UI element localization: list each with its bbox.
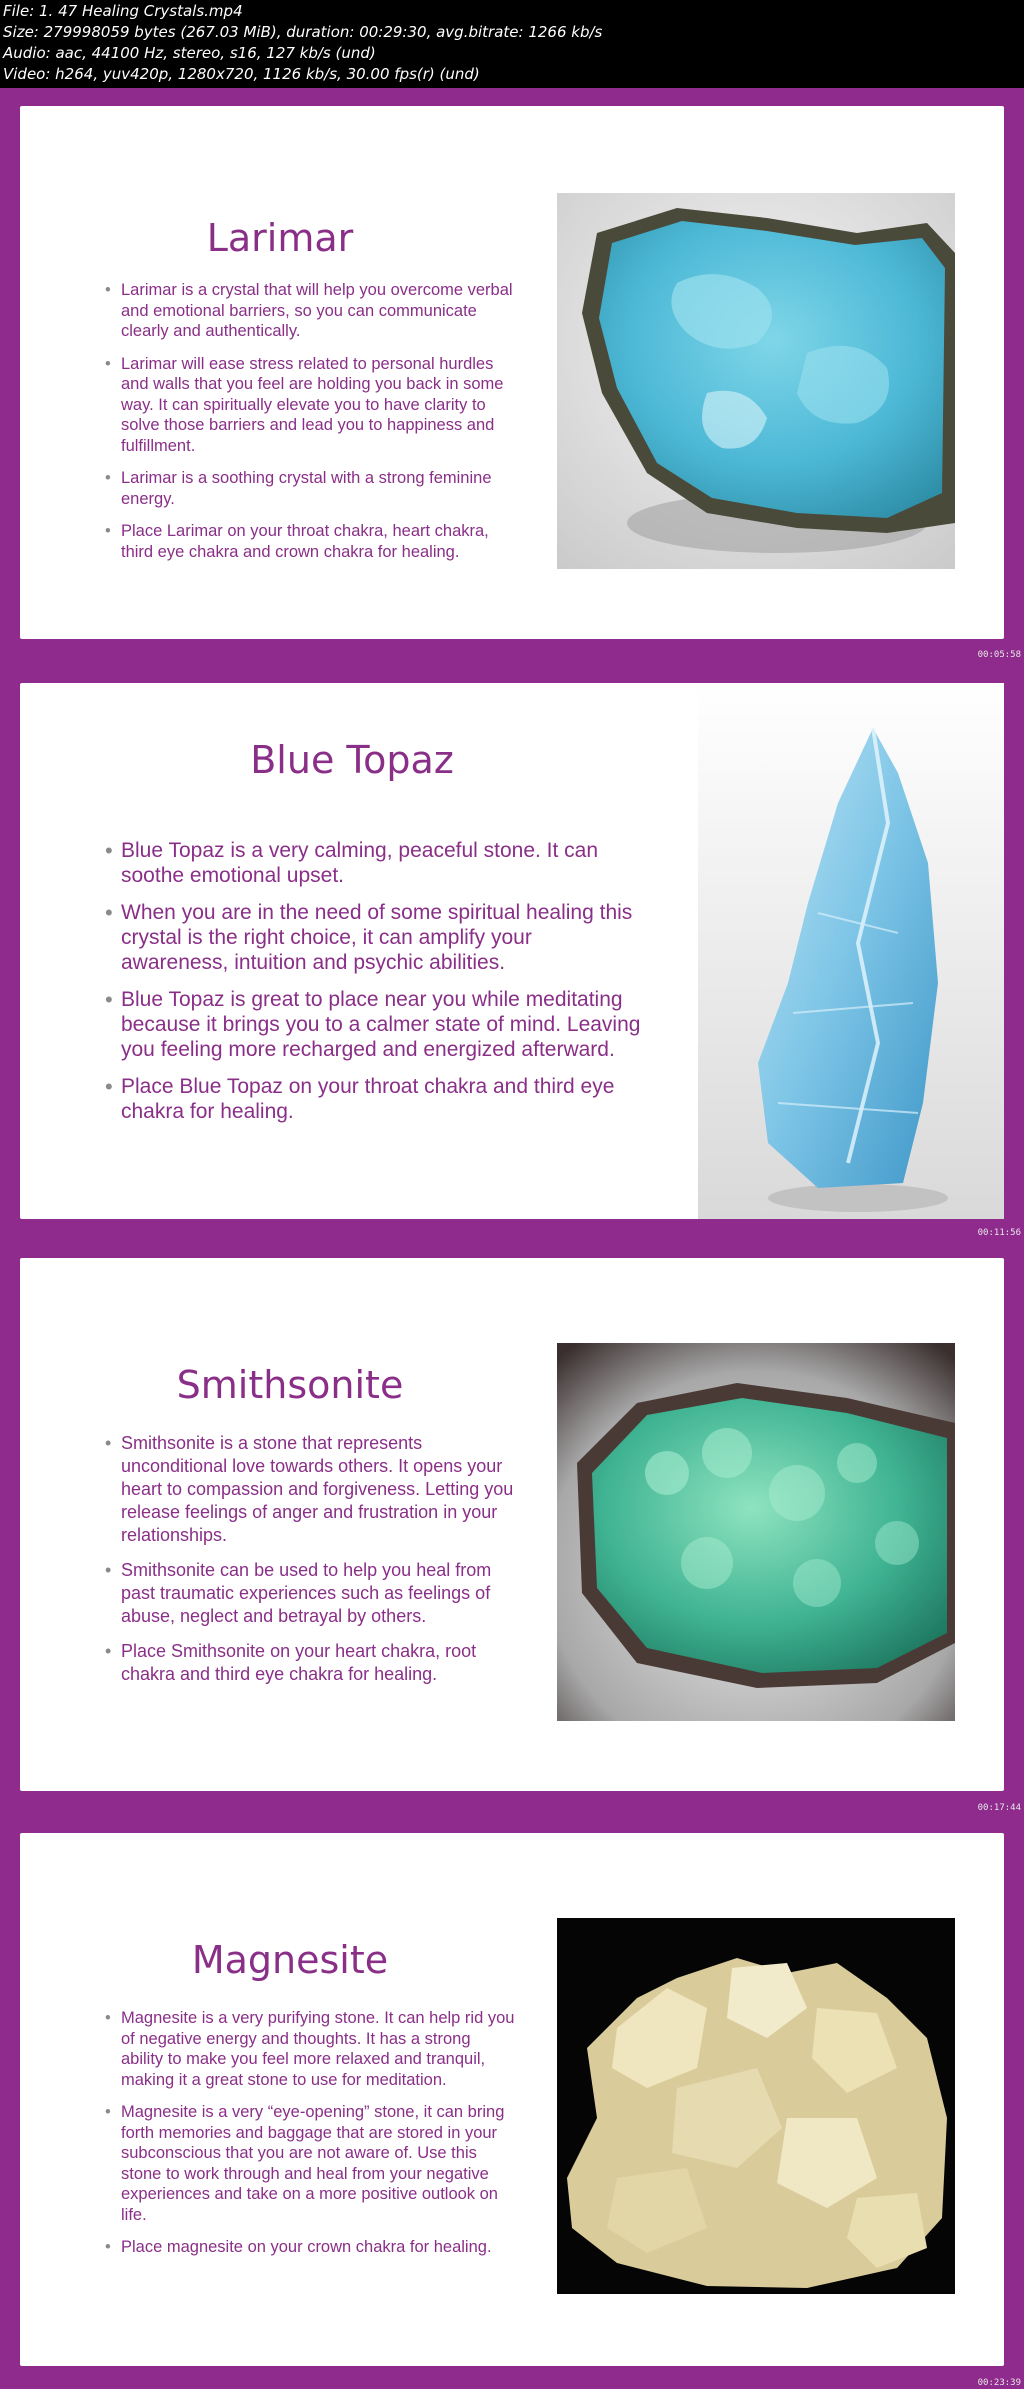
- bullet-item: • Place magnesite on your crown chakra for healing.: [105, 2237, 515, 2258]
- bullet-list: [105, 1432, 525, 1698]
- slide-smithsonite: [20, 1258, 1004, 1791]
- bullet-item: • Larimar is a soothing crystal with a strong feminine energy.: [105, 468, 523, 509]
- frame-magnesite: [0, 1813, 1024, 2389]
- bullet-item: • Smithsonite can be used to help you heal from past traumatic experiences such as feelings of abuse, neglect and betrayal by others.: [105, 1559, 525, 1628]
- video-info-header: [0, 0, 1024, 88]
- bullet-item: • Magnesite is a very purifying stone. It can help rid you of negative energy and thoughts. It has a strong ability to make you feel more relaxed and tranquil, making it a great stone to use for meditation.: [105, 2008, 515, 2090]
- bullet-item: • Place Blue Topaz on your throat chakra and third eye chakra for healing.: [105, 1074, 643, 1124]
- timestamp: 00:05:58: [977, 650, 1021, 660]
- bullet-item: • Magnesite is a very “eye-opening” stone, it can bring forth memories and baggage that are stored in your subconscious that you are not aware of. Use this stone to work through and heal from your negative experiences and take on a more positive outlook on life.: [105, 2102, 515, 2225]
- blue-topaz-photo: [698, 683, 1004, 1219]
- frame-smithsonite: [0, 1238, 1024, 1813]
- slide-title: Blue Topaz: [250, 738, 454, 782]
- bullet-item: • Smithsonite is a stone that represents unconditional love towards others. It opens your heart to compassion and forgiveness. Letting you release feelings of anger and frustration in your relationships.: [105, 1432, 525, 1547]
- magnesite-photo: [557, 1918, 955, 2294]
- video-line: Video: h264, yuv420p, 1280x720, 1126 kb/s, 30.00 fps(r) (und): [3, 65, 480, 83]
- bullet-item: • When you are in the need of some spiritual healing this crystal is the right choice, it can amplify your awareness, intuition and psychic abilities.: [105, 900, 643, 975]
- slide-blue-topaz: [20, 683, 1004, 1219]
- larimar-photo: [557, 193, 955, 569]
- slide-title: Magnesite: [191, 1938, 389, 1982]
- bullet-list: [105, 280, 523, 574]
- frame-blue-topaz: [0, 663, 1024, 1238]
- bullet-item: • Blue Topaz is a very calming, peaceful stone. It can soothe emotional upset.: [105, 838, 643, 888]
- bullet-item: • Blue Topaz is great to place near you while meditating because it brings you to a calmer state of mind. Leaving you feeling more recharged and energized afterward.: [105, 987, 643, 1062]
- timestamp: 00:23:39: [977, 2378, 1021, 2388]
- slide-title: Larimar: [206, 216, 354, 260]
- timestamp: 00:17:44: [977, 1803, 1021, 1813]
- file-line: File: 1. 47 Healing Crystals.mp4: [3, 2, 243, 20]
- size-line: Size: 279998059 bytes (267.03 MiB), duration: 00:29:30, avg.bitrate: 1266 kb/s: [3, 23, 603, 41]
- bullet-item: • Larimar will ease stress related to personal hurdles and walls that you feel are holding you back in some way. It can spiritually elevate you to have clarity to solve those barriers and lead you to happiness and fulfillment.: [105, 354, 523, 457]
- slide-title: Smithsonite: [176, 1363, 404, 1407]
- bullet-item: • Larimar is a crystal that will help you overcome verbal and emotional barriers, so you can communicate clearly and authentically.: [105, 280, 523, 342]
- slide-magnesite: [20, 1833, 1004, 2366]
- slide-larimar: [20, 106, 1004, 639]
- audio-line: Audio: aac, 44100 Hz, stereo, s16, 127 kb/s (und): [3, 44, 376, 62]
- bullet-list: [105, 838, 643, 1136]
- bullet-item: • Place Larimar on your throat chakra, heart chakra, third eye chakra and crown chakra for healing.: [105, 521, 523, 562]
- frame-larimar: [0, 88, 1024, 663]
- timestamp: 00:11:56: [977, 1228, 1021, 1238]
- smithsonite-photo: [557, 1343, 955, 1721]
- bullet-item: • Place Smithsonite on your heart chakra, root chakra and third eye chakra for healing.: [105, 1640, 525, 1686]
- bullet-list: [105, 2008, 515, 2270]
